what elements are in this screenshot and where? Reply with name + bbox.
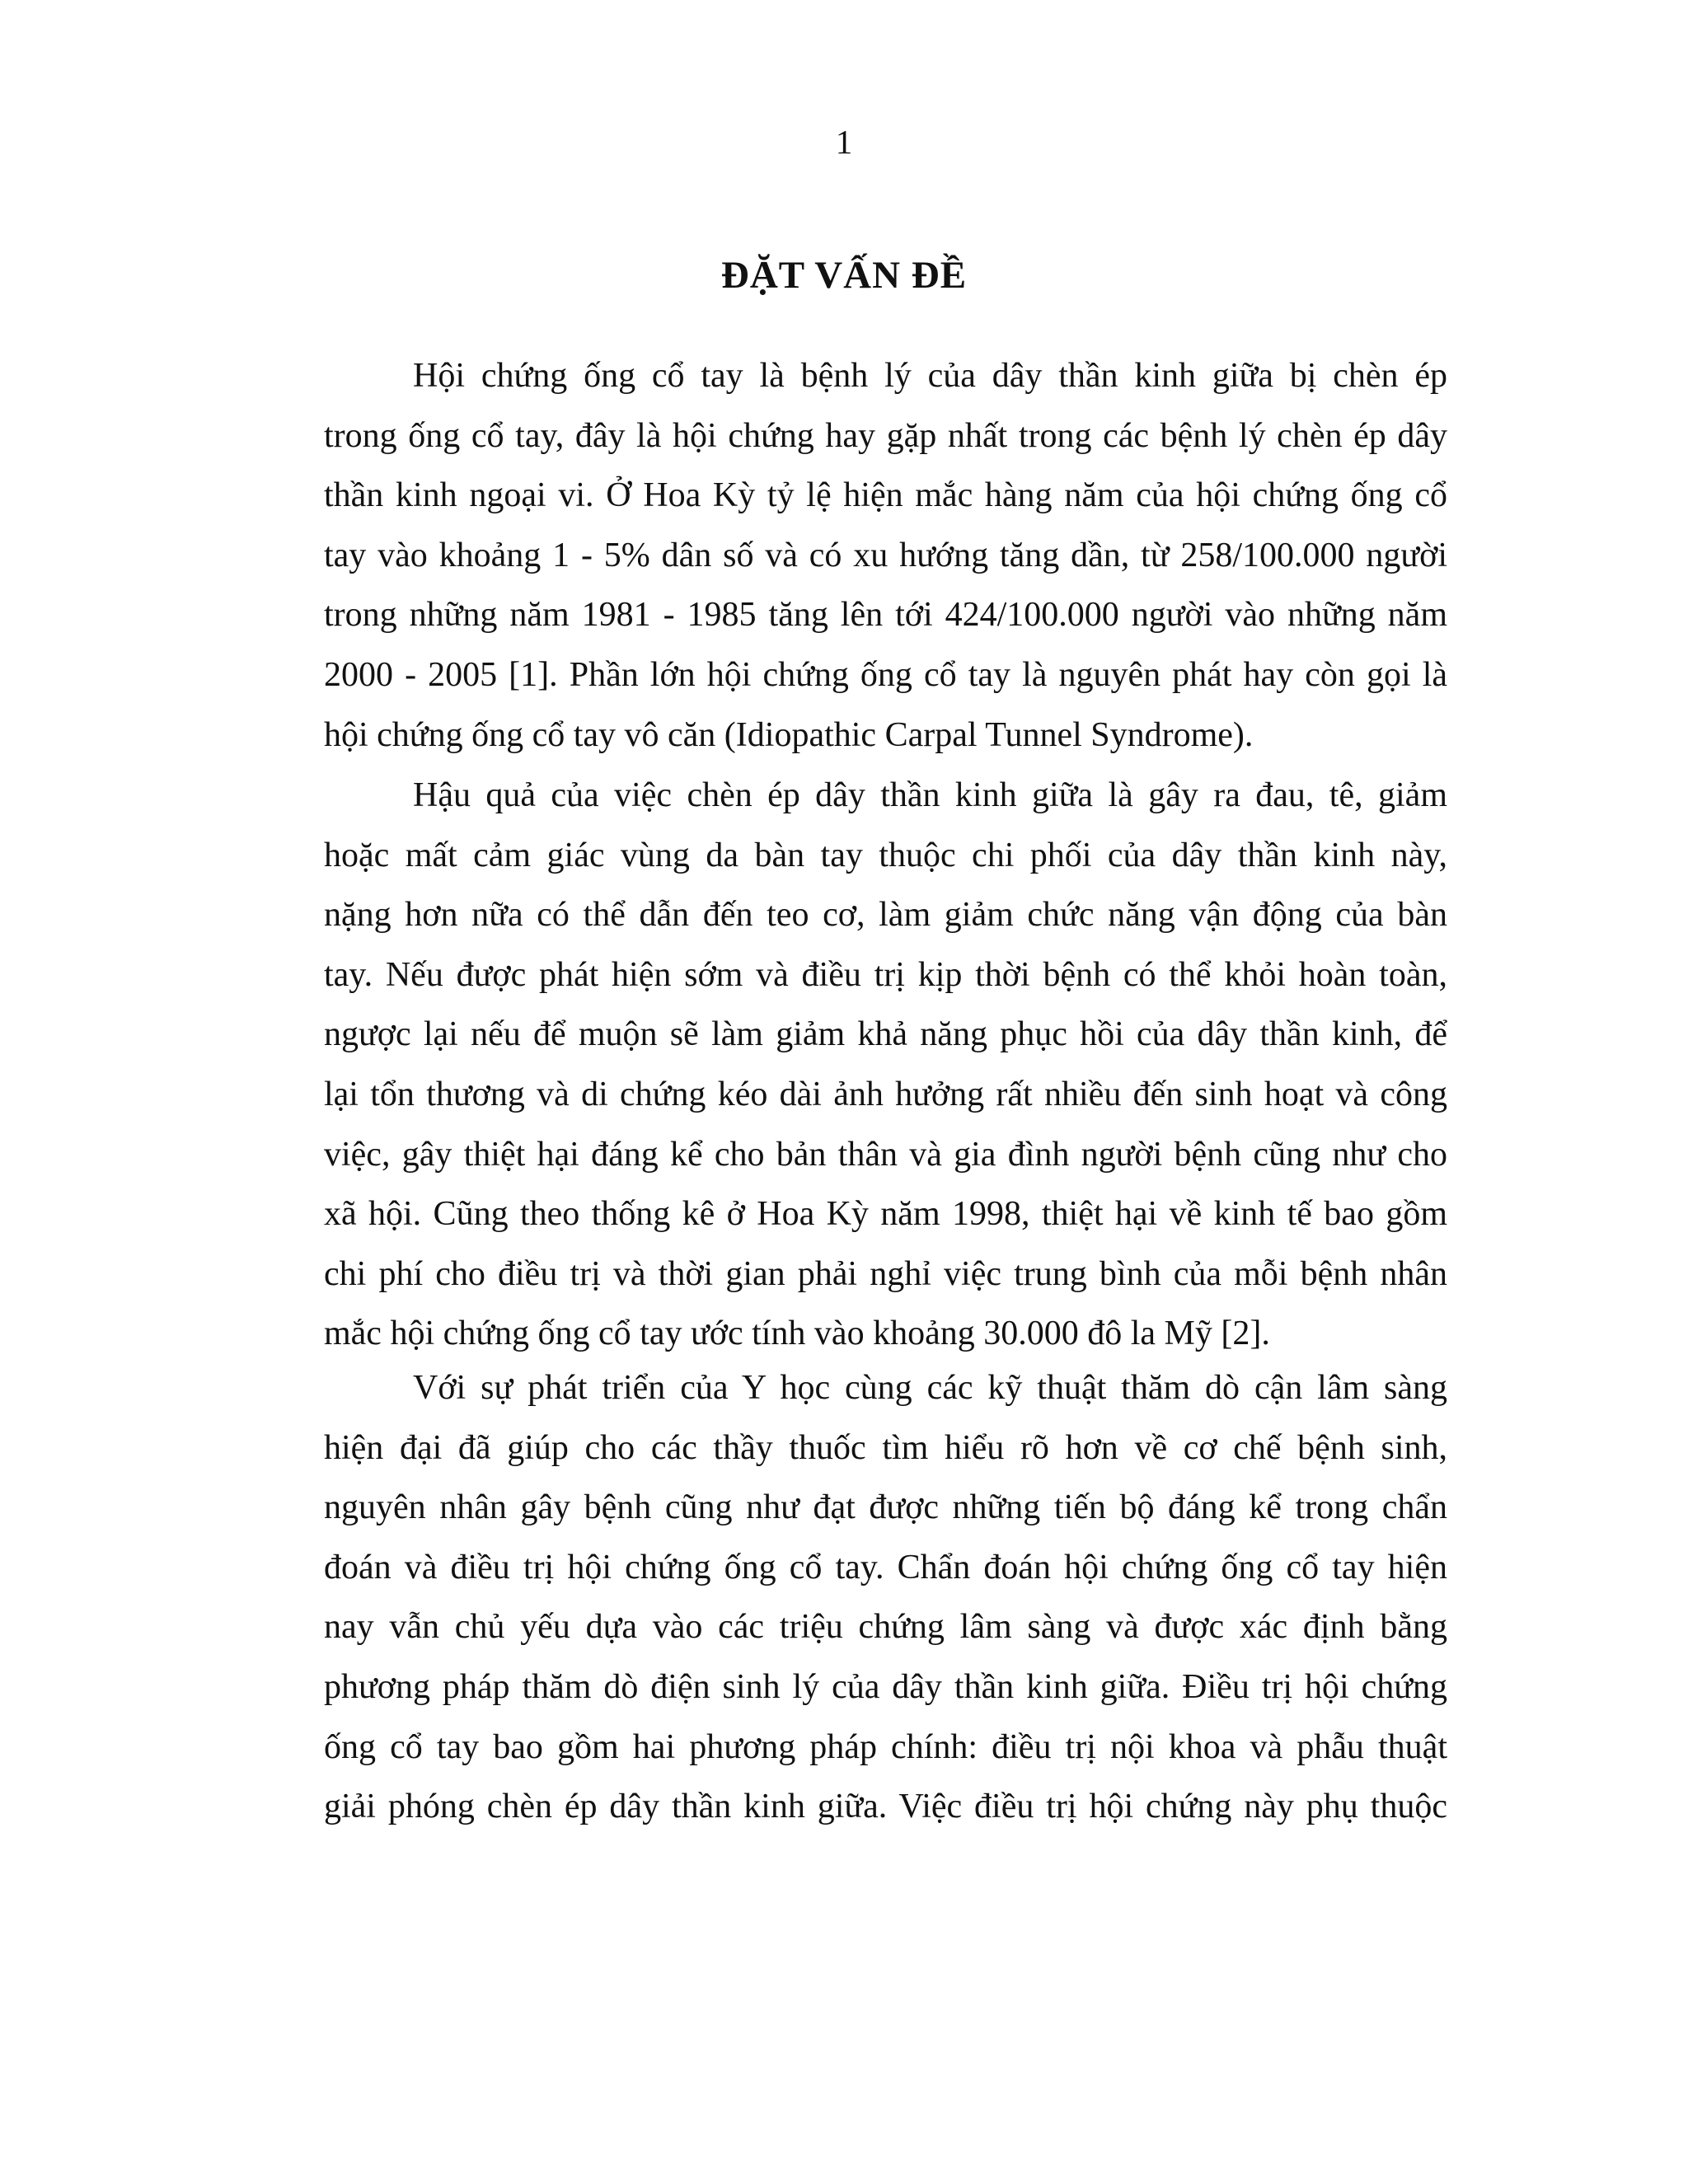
text-line: hiện đại đã giúp cho các thầy thuốc tìm hiểu rõ hơn về cơ chế bệnh sinh,	[324, 1428, 1447, 1467]
text-line: ống cổ tay bao gồm hai phương pháp chính: điều trị nội khoa và phẫu thuật	[324, 1727, 1447, 1766]
text-line: phương pháp thăm dò điện sinh lý của dây thần kinh giữa. Điều trị hội chứng	[324, 1667, 1447, 1706]
section-heading: ĐẶT VẤN ĐỀ	[720, 254, 968, 297]
text-line: Hậu quả của việc chèn ép dây thần kinh giữa là gây ra đau, tê, giảm	[413, 776, 1447, 814]
text-line: hoặc mất cảm giác vùng da bàn tay thuộc chi phối của dây thần kinh này,	[324, 836, 1447, 874]
paragraph-1	[324, 346, 1447, 765]
text-line: 2000 - 2005 [1]. Phần lớn hội chứng ống cổ tay là nguyên phát hay còn gọi là	[324, 655, 1447, 694]
text-line: tay. Nếu được phát hiện sớm và điều trị kịp thời bệnh có thể khỏi hoàn toàn,	[324, 955, 1447, 994]
text-line: xã hội. Cũng theo thống kê ở Hoa Kỳ năm 1998, thiệt hại về kinh tế bao gồm	[324, 1195, 1447, 1234]
text-line: ngược lại nếu để muộn sẽ làm giảm khả năng phục hồi của dây thần kinh, để	[324, 1015, 1447, 1054]
text-line: nay vẫn chủ yếu dựa vào các triệu chứng lâm sàng và được xác định bằng	[324, 1608, 1447, 1647]
text-line: chi phí cho điều trị và thời gian phải nghỉ việc trung bình của mỗi bệnh nhân	[324, 1254, 1447, 1293]
text-line: thần kinh ngoại vi. Ở Hoa Kỳ tỷ lệ hiện mắc hàng năm của hội chứng ống cổ	[324, 476, 1447, 515]
text-line: lại tổn thương và di chứng kéo dài ảnh hưởng rất nhiều đến sinh hoạt và công	[324, 1075, 1447, 1113]
text-line: nguyên nhân gây bệnh cũng như đạt được những tiến bộ đáng kể trong chẩn	[324, 1488, 1447, 1527]
paragraph-2	[324, 766, 1447, 1364]
text-line: giải phóng chèn ép dây thần kinh giữa. Việc điều trị hội chứng này phụ thuộc	[324, 1788, 1447, 1826]
text-line: hội chứng ống cổ tay vô căn (Idiopathic Carpal Tunnel Syndrome).	[324, 715, 1254, 754]
text-line: mắc hội chứng ống cổ tay ước tính vào khoảng 30.000 đô la Mỹ [2].	[324, 1315, 1270, 1353]
text-line: trong ống cổ tay, đây là hội chứng hay gặp nhất trong các bệnh lý chèn ép dây	[324, 416, 1447, 455]
page-number: 1	[835, 123, 853, 161]
text-line: Với sự phát triển của Y học cùng các kỹ thuật thăm dò cận lâm sàng	[413, 1369, 1447, 1407]
text-line: nặng hơn nữa có thể dẫn đến teo cơ, làm giảm chức năng vận động của bàn	[324, 896, 1447, 935]
text-line: Hội chứng ống cổ tay là bệnh lý của dây thần kinh giữa bị chèn ép	[413, 357, 1447, 395]
paragraph-3	[324, 1358, 1447, 1837]
text-line: việc, gây thiệt hại đáng kể cho bản thân và gia đình người bệnh cũng như cho	[324, 1135, 1447, 1174]
text-line: tay vào khoảng 1 - 5% dân số và có xu hướng tăng dần, từ 258/100.000 người	[324, 536, 1447, 574]
text-line: trong những năm 1981 - 1985 tăng lên tới 424/100.000 người vào những năm	[324, 596, 1447, 635]
text-line: đoán và điều trị hội chứng ống cổ tay. Chẩn đoán hội chứng ống cổ tay hiện	[324, 1548, 1447, 1586]
